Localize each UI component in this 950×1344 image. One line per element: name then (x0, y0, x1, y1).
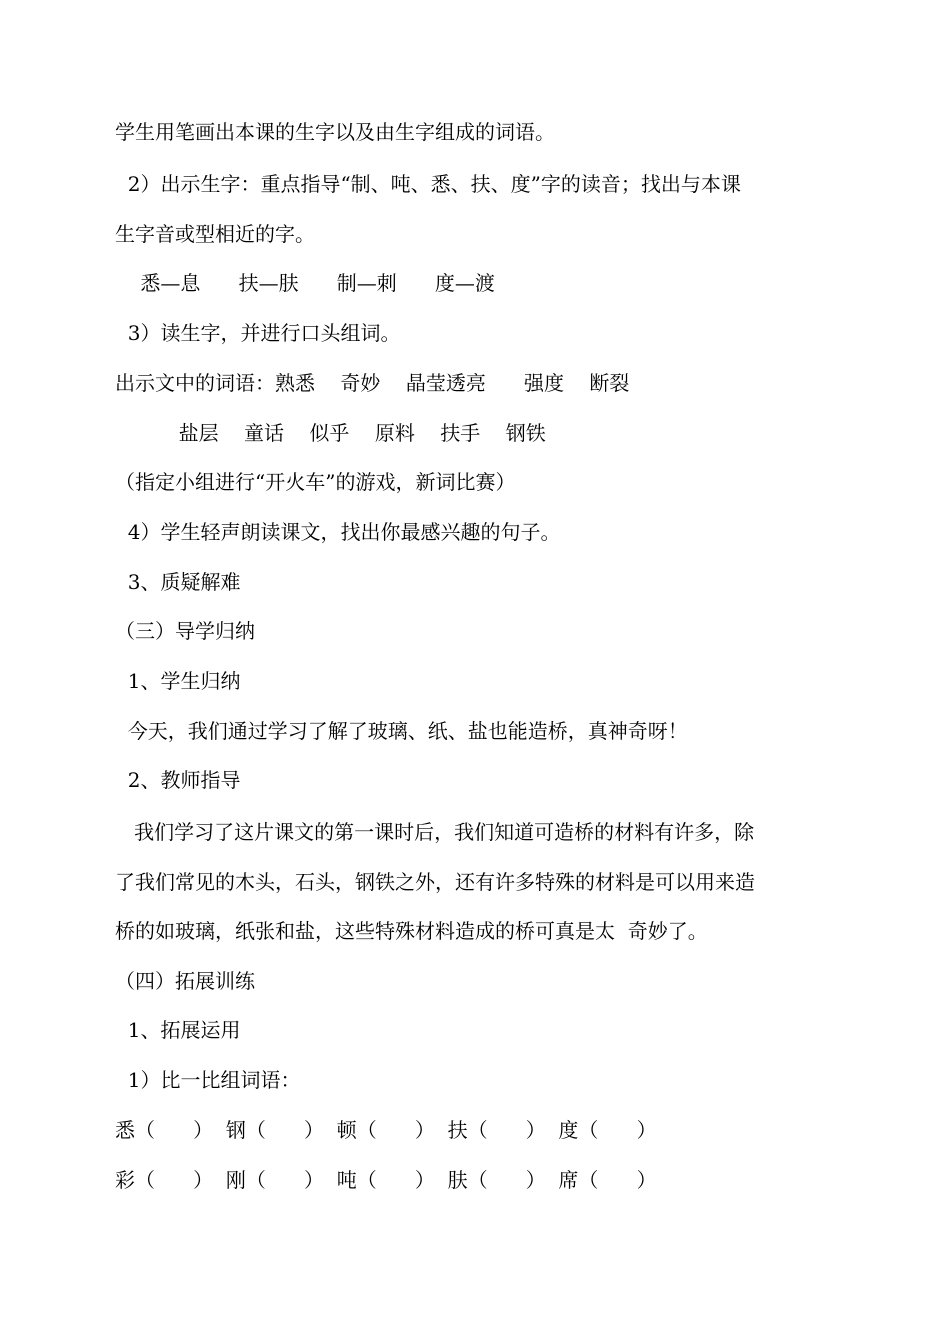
text-line-19: 1、拓展运用 (115, 1018, 241, 1042)
text-line-21: 悉（ ） 钢（ ） 顿（ ） 扶（ ） 度（ ） (115, 1118, 657, 1142)
text-line-6: 出示文中的词语：熟悉 奇妙 晶莹透亮 强度 断裂 (115, 371, 630, 395)
text-line-2: 2）出示生字：重点指导“制、吨、悉、扶、度”字的读音；找出与本课 (115, 172, 741, 196)
text-line-8: （指定小组进行“开火车”的游戏，新词比赛） (115, 470, 516, 494)
text-line-11: （三）导学归纳 (115, 619, 255, 643)
text-line-12: 1、学生归纳 (115, 669, 241, 693)
text-line-17: 桥的如玻璃，纸张和盐，这些特殊材料造成的桥可真是太 奇妙了。 (115, 919, 708, 943)
text-line-20: 1）比一比组词语： (115, 1068, 301, 1092)
text-line-4: 悉—息 扶—肤 制—刺 度—渡 (115, 271, 495, 295)
text-line-22: 彩（ ） 刚（ ） 吨（ ） 肤（ ） 席（ ） (115, 1168, 657, 1192)
text-line-1: 学生用笔画出本课的生字以及由生字组成的词语。 (115, 120, 555, 144)
text-line-10: 3、质疑解难 (115, 570, 241, 594)
text-line-14: 2、教师指导 (115, 768, 241, 792)
text-line-3: 生字音或型相近的字。 (115, 222, 315, 246)
text-line-15: 我们学习了这片课文的第一课时后，我们知道可造桥的材料有许多，除 (115, 820, 755, 844)
text-line-9: 4）学生轻声朗读课文，找出你最感兴趣的句子。 (115, 520, 561, 544)
text-line-13: 今天，我们通过学习了解了玻璃、纸、盐也能造桥，真神奇呀！ (115, 719, 688, 743)
text-line-5: 3）读生字，并进行口头组词。 (115, 321, 401, 345)
text-line-7: 盐层 童话 似乎 原料 扶手 钢铁 (115, 421, 546, 445)
text-line-18: （四）拓展训练 (115, 969, 255, 993)
text-line-16: 了我们常见的木头，石头，钢铁之外，还有许多特殊的材料是可以用来造 (115, 870, 755, 894)
